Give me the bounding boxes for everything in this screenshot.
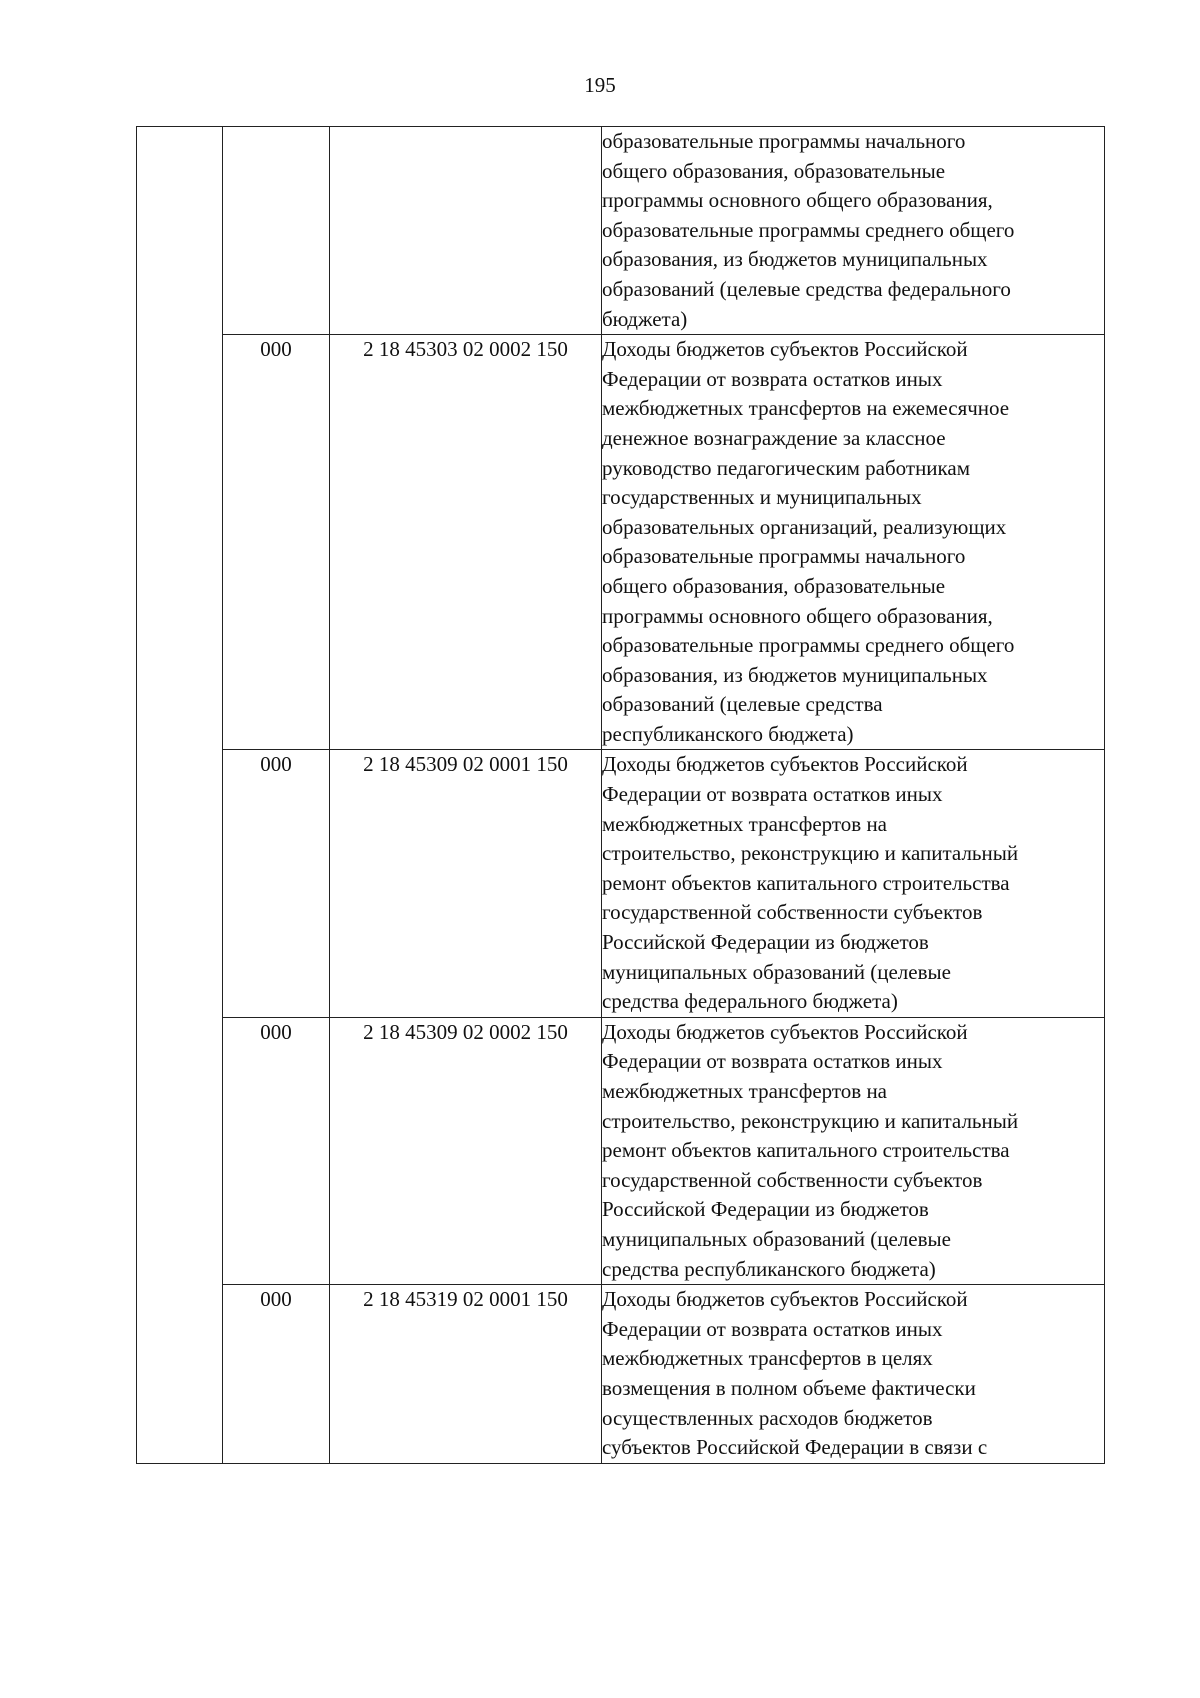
description-line: Федерации от возврата остатков иных <box>602 1049 943 1074</box>
page-number: 195 <box>584 73 616 97</box>
description-cell <box>602 127 1105 335</box>
description-line: межбюджетных трансфертов на <box>602 1079 888 1103</box>
table-row <box>137 750 1105 1017</box>
description-line: общего образования, образовательные <box>602 573 946 598</box>
description-line: Федерации от возврата остатков иных <box>602 782 943 807</box>
description-line: Доходы бюджетов субъектов Российской <box>602 1019 968 1044</box>
description-line: Федерации от возврата остатков иных <box>602 366 943 391</box>
table-row <box>137 335 1105 750</box>
description-line: Федерации от возврата остатков иных <box>602 1316 943 1341</box>
description-line: образовательные программы среднего общего <box>602 217 1015 242</box>
kbk-code-cell: 2 18 45303 02 0002 150 <box>330 335 602 750</box>
kbk-code-cell: 2 18 45319 02 0001 150 <box>330 1285 602 1464</box>
description-line: строительство, реконструкцию и капитальный <box>602 841 1019 866</box>
table-row <box>137 1017 1105 1284</box>
description-line: Доходы бюджетов субъектов Российской <box>602 337 968 362</box>
description-line: образовательные программы начального <box>602 544 966 569</box>
description-line: Доходы бюджетов субъектов Российской <box>602 1287 968 1312</box>
description-line: межбюджетных трансфертов в целях <box>602 1346 933 1371</box>
description-line: образований (целевые средства <box>602 692 883 717</box>
description-line: Доходы бюджетов субъектов Российской <box>602 752 968 777</box>
description-line: ремонт объектов капитального строительства <box>602 870 1010 895</box>
description-line: межбюджетных трансфертов на ежемесячное <box>602 396 1010 421</box>
description-line: бюджета) <box>602 306 688 331</box>
section-cell <box>137 127 223 1464</box>
admin-code-cell: 000 <box>223 335 330 750</box>
admin-code-cell: 000 <box>223 1285 330 1464</box>
description-line: образовательные программы начального <box>602 129 966 153</box>
description-line: образования, из бюджетов муниципальных <box>602 662 988 687</box>
table-row <box>137 127 1105 335</box>
description-line: программы основного общего образования, <box>602 603 993 628</box>
description-line: денежное вознаграждение за классное <box>602 425 946 450</box>
description-line: муниципальных образований (целевые <box>602 959 951 984</box>
admin-code-cell: 000 <box>223 750 330 1017</box>
table-row <box>137 1285 1105 1464</box>
description-line: муниципальных образований (целевые <box>602 1226 951 1251</box>
description-line: программы основного общего образования, <box>602 188 993 213</box>
description-line: образований (целевые средства федерального <box>602 276 1011 301</box>
description-line: руководство педагогическим работникам <box>602 455 971 480</box>
description-line: осуществленных расходов бюджетов <box>602 1405 933 1430</box>
description-line: государственных и муниципальных <box>602 485 922 510</box>
description-line: ремонт объектов капитального строительства <box>602 1138 1010 1163</box>
description-line: строительство, реконструкцию и капитальный <box>602 1108 1019 1133</box>
description-line: государственной собственности субъектов <box>602 1167 983 1192</box>
description-line: межбюджетных трансфертов на <box>602 811 888 836</box>
description-line: средства федерального бюджета) <box>602 989 898 1014</box>
description-line: Российской Федерации из бюджетов <box>602 930 929 955</box>
description-cell <box>602 1285 1105 1464</box>
budget-codes-table <box>136 126 1105 1464</box>
description-line: средства республиканского бюджета) <box>602 1256 936 1281</box>
kbk-code-cell: 2 18 45309 02 0001 150 <box>330 750 602 1017</box>
admin-code-cell: 000 <box>223 1017 330 1284</box>
description-line: субъектов Российской Федерации в связи с <box>602 1435 988 1460</box>
admin-code-cell <box>223 127 330 335</box>
description-cell <box>602 750 1105 1017</box>
description-line: общего образования, образовательные <box>602 158 946 183</box>
description-line: республиканского бюджета) <box>602 721 854 746</box>
description-cell <box>602 1017 1105 1284</box>
kbk-code-cell <box>330 127 602 335</box>
description-line: образовательных организаций, реализующих <box>602 514 1007 539</box>
description-line: Российской Федерации из бюджетов <box>602 1197 929 1222</box>
description-line: государственной собственности субъектов <box>602 900 983 925</box>
description-line: образовательные программы среднего общего <box>602 633 1015 658</box>
description-cell <box>602 335 1105 750</box>
description-line: возмещения в полном объеме фактически <box>602 1375 976 1400</box>
kbk-code-cell: 2 18 45309 02 0002 150 <box>330 1017 602 1284</box>
description-line: образования, из бюджетов муниципальных <box>602 247 988 272</box>
